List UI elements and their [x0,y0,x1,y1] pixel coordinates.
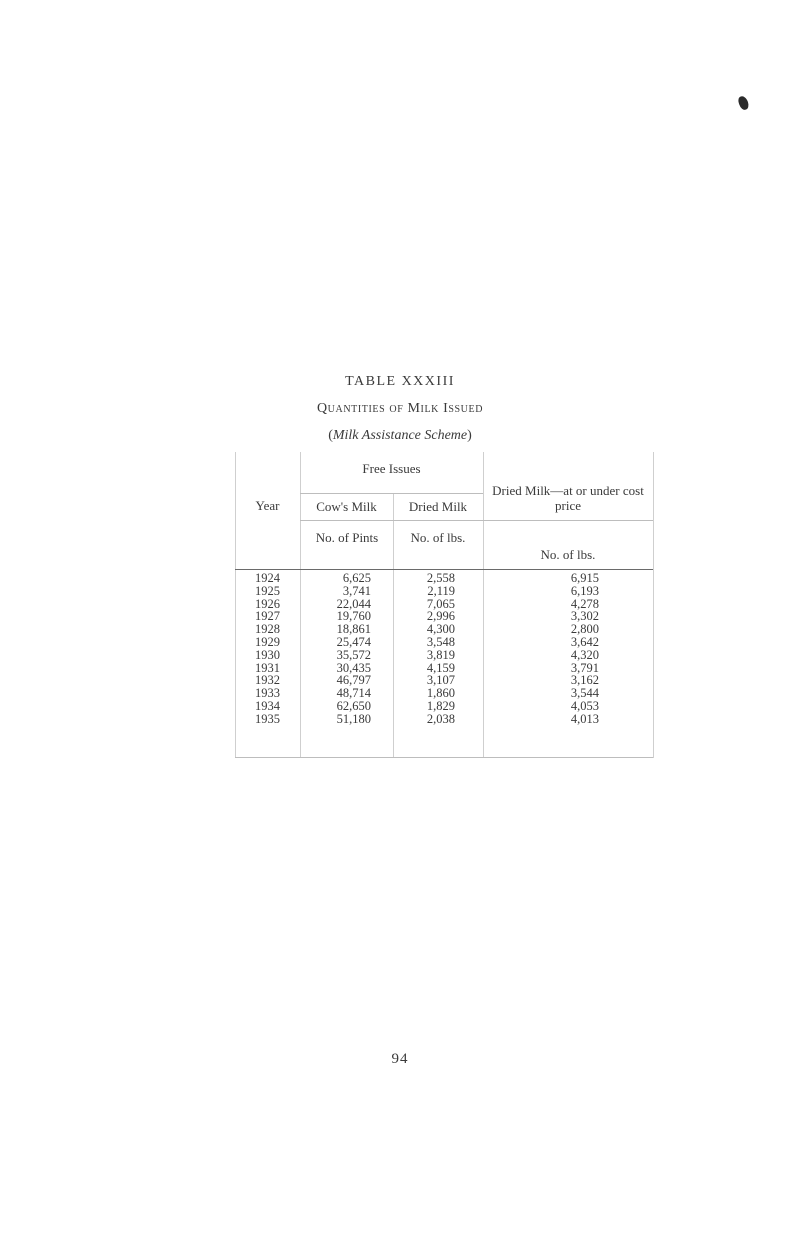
cell-dried-milk: 2,996 [426,609,455,624]
cell-dried-milk-cost: 4,013 [570,711,599,726]
cell-dried-milk: 4,159 [426,660,455,675]
cell-dried-milk-cost: 3,302 [570,609,599,624]
cell-dried-milk: 7,065 [426,596,455,611]
cell-cows-milk: 6,625 [342,571,371,585]
cell-year: 1929 [255,635,280,649]
scheme-caption [0,428,800,444]
cell-year: 1926 [255,596,280,611]
cell-dried-milk-cost: 4,320 [570,647,599,662]
cell-cows-milk: 48,714 [336,686,371,701]
cell-dried-milk: 4,300 [426,622,455,637]
cell-cows-milk: 62,650 [336,699,371,713]
rule-right [653,452,654,758]
cell-dried-milk-cost: 4,053 [570,699,599,713]
cell-dried-milk: 3,107 [426,673,455,688]
rule-free-issues-under [300,493,483,494]
header-free-issues: Free Issues [362,461,421,476]
header-unit-pints: No. of Pints [315,530,379,545]
cell-dried-milk-cost: 6,915 [570,571,599,585]
cell-cows-milk: 25,474 [336,635,371,649]
cell-dried-milk: 1,860 [426,686,455,701]
cell-cows-milk: 51,180 [336,711,371,726]
cell-cows-milk: 18,861 [336,622,371,637]
cell-year: 1930 [255,647,280,662]
table-title: TABLE XXXIII [345,374,455,389]
cell-dried-milk-cost: 3,162 [570,673,599,688]
rule-table-bottom [235,757,653,758]
header-year: Year [255,498,280,513]
cell-cows-milk: 3,741 [342,583,371,598]
cell-year: 1934 [255,699,280,713]
header-unit-lbs-cost: No. of lbs. [540,547,596,562]
milk-issue-table [235,452,655,758]
cell-cows-milk: 19,760 [336,609,371,624]
cell-cows-milk: 22,044 [336,596,371,611]
cell-year: 1925 [255,583,280,598]
cell-cows-milk: 35,572 [336,647,371,662]
cell-cows-milk: 46,797 [336,673,371,688]
scheme-close-paren: ) [467,428,472,443]
header-dried-milk: Dried Milk [408,499,468,514]
cell-year: 1928 [255,622,280,637]
ink-blot-mark [737,95,750,111]
cell-year: 1935 [255,711,280,726]
cell-year: 1932 [255,673,280,688]
cell-dried-milk-cost: 6,193 [570,583,599,598]
cell-dried-milk: 2,119 [427,583,455,598]
table-subtitle: Quantities of Milk Issued [316,401,484,416]
page-number: 94 [391,1051,409,1067]
cell-year: 1931 [255,660,280,675]
rule-subheader-under [300,520,653,521]
cell-cows-milk: 30,435 [336,660,371,675]
cell-year: 1927 [255,609,280,624]
header-dried-milk-cost: Dried Milk—at or under cost price [492,483,644,513]
cell-dried-milk-cost: 4,278 [570,596,599,611]
cell-dried-milk-cost: 3,642 [570,635,599,649]
header-unit-lbs: No. of lbs. [410,530,466,545]
scheme-open-paren: ( [328,428,333,443]
cell-dried-milk-cost: 2,800 [570,622,599,637]
cell-dried-milk: 3,548 [426,635,455,649]
cell-dried-milk: 2,038 [426,711,455,726]
cell-dried-milk-cost: 3,544 [570,686,599,701]
cell-dried-milk: 3,819 [426,647,455,662]
cell-dried-milk: 1,829 [426,699,455,713]
cell-year: 1933 [255,686,280,701]
rule-header-bottom [235,569,653,570]
cell-dried-milk-cost: 3,791 [570,660,599,675]
cell-dried-milk: 2,558 [426,571,455,585]
header-cows-milk: Cow's Milk [316,499,377,514]
scheme-name: Milk Assistance Scheme [332,428,468,443]
cell-year: 1924 [255,571,280,585]
